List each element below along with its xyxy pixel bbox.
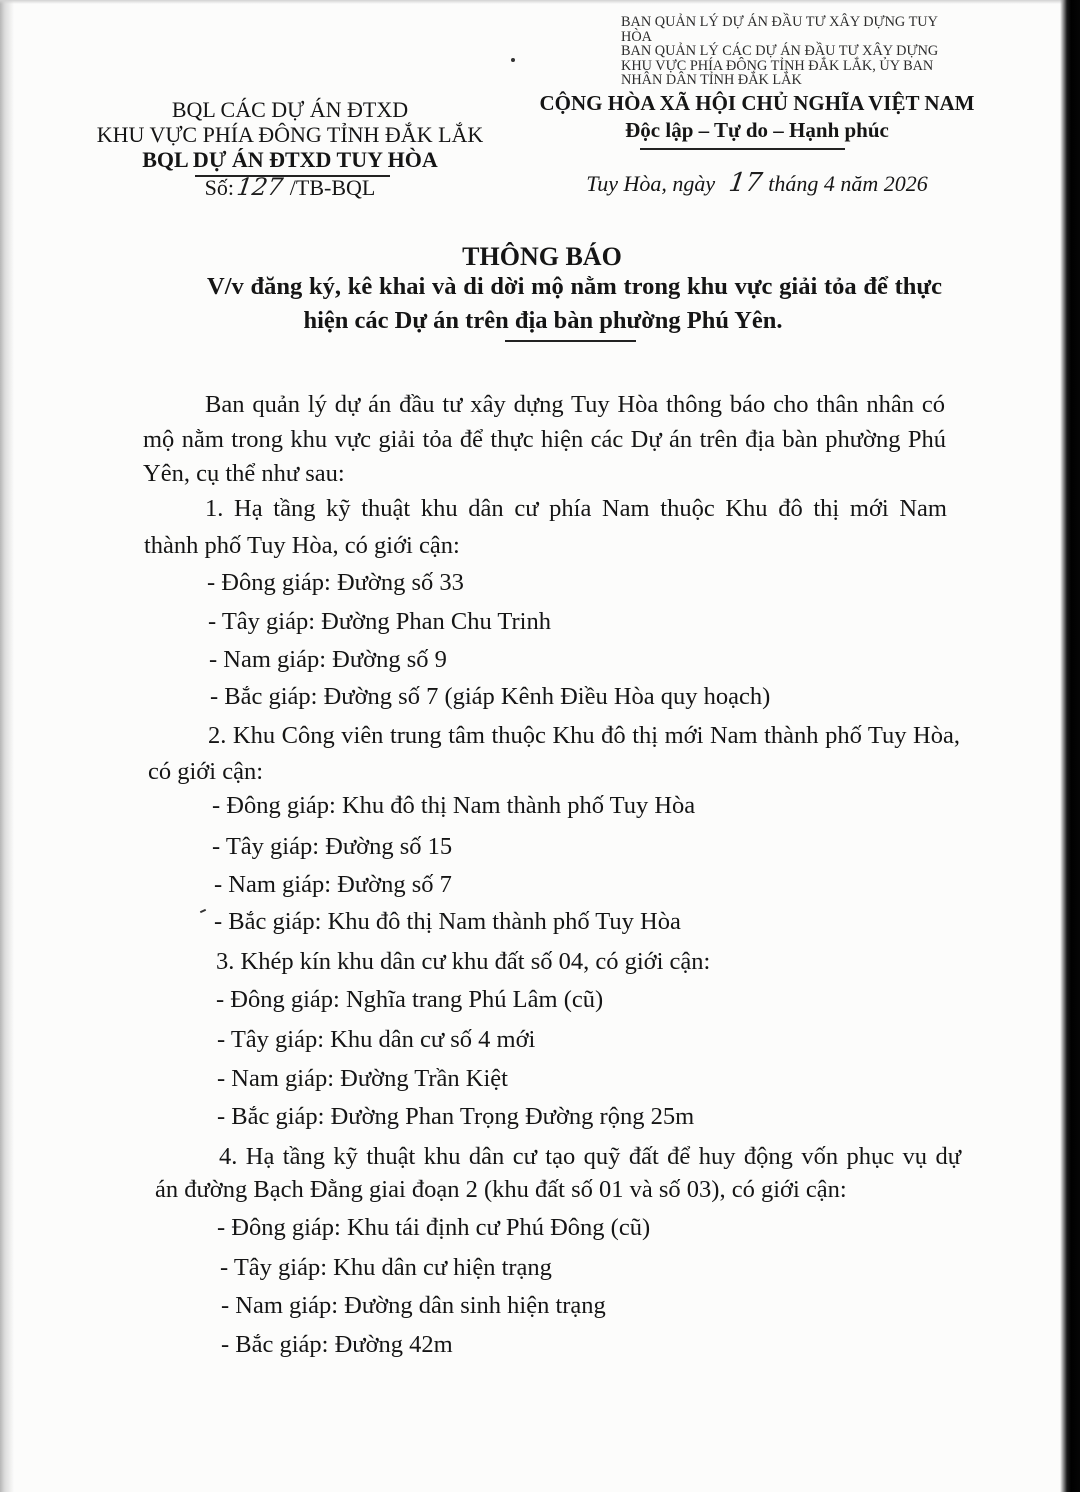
scan-speck <box>200 909 206 913</box>
intro-line: mộ nằm trong khu vực giải tỏa để thực hiện các Dự án trên địa bàn phường Phú <box>143 426 946 453</box>
intro-line: Ban quản lý dự án đầu tư xây dựng Tuy Hòa thông báo cho thân nhân có <box>205 391 945 418</box>
project-2-heading: 2. Khu Công viên trung tâm thuộc Khu đô thị mới Nam thành phố Tuy Hòa, <box>208 722 960 749</box>
project-4-heading: 4. Hạ tầng kỹ thuật khu dân cư tạo quỹ đất để huy động vốn phục vụ dự <box>219 1143 961 1170</box>
project-1-boundary-west: - Tây giáp: Đường Phan Chu Trinh <box>208 608 551 635</box>
stamp-line: BAN QUẢN LÝ DỰ ÁN ĐẦU TƯ XÂY DỰNG TUY <box>621 14 938 30</box>
document-number <box>90 174 490 200</box>
project-2-boundary-north: - Bắc giáp: Khu đô thị Nam thành phố Tuy Hòa <box>214 908 681 935</box>
project-4-boundary-west: - Tây giáp: Khu dân cư hiện trạng <box>220 1254 552 1281</box>
stamp-line: BAN QUẢN LÝ CÁC DỰ ÁN ĐẦU TƯ XÂY DỰNG <box>621 43 939 59</box>
project-3-boundary-east: - Đông giáp: Nghĩa trang Phú Lâm (cũ) <box>216 986 604 1013</box>
date-day-handwritten: 17 <box>727 168 765 198</box>
national-motto: Độc lập – Tự do – Hạnh phúc <box>625 118 889 142</box>
stamp-line: NHÂN DÂN TỈNH ĐẮK LẮK <box>621 72 802 88</box>
scan-top-shadow <box>0 0 1080 4</box>
project-1-boundary-south: - Nam giáp: Đường số 9 <box>209 646 447 673</box>
issuer-line-1: BQL CÁC DỰ ÁN ĐTXD <box>171 97 409 122</box>
scan-left-shadow <box>0 0 14 1492</box>
scan-speck <box>511 58 515 62</box>
issue-date <box>537 170 977 196</box>
project-3-boundary-north: - Bắc giáp: Đường Phan Trọng Đường rộng 25m <box>217 1103 695 1130</box>
stamp-line: HÒA <box>621 28 652 45</box>
document-number-suffix: /TB-BQL <box>289 175 376 200</box>
project-3-boundary-south: - Nam giáp: Đường Trần Kiệt <box>217 1065 508 1092</box>
subject-underline <box>505 340 636 342</box>
date-suffix: tháng 4 năm 2026 <box>768 171 928 196</box>
issuer-name: BQL DỰ ÁN ĐTXD TUY HÒA <box>142 147 438 172</box>
project-4-boundary-east: - Đông giáp: Khu tái định cư Phú Đông (cũ) <box>217 1214 651 1241</box>
subject-line: hiện các Dự án trên địa bàn phường Phú Yên. <box>303 307 783 334</box>
subject-line: V/v đăng ký, kê khai và di dời mộ nằm trong khu vực giải tỏa để thực <box>207 273 942 300</box>
issuer-line-2: KHU VỰC PHÍA ĐÔNG TỈNH ĐẮK LẮK <box>96 122 484 147</box>
project-1-boundary-north: - Bắc giáp: Đường số 7 (giáp Kênh Điều Hòa quy hoạch) <box>210 683 771 710</box>
project-2-heading: có giới cận: <box>148 758 263 785</box>
date-prefix: Tuy Hòa, ngày <box>586 171 716 196</box>
intro-line: Yên, cụ thể như sau: <box>143 460 345 487</box>
project-4-heading: án đường Bạch Đằng giai đoạn 2 (khu đất số 01 và số 03), có giới cận: <box>155 1176 847 1203</box>
project-3-boundary-west: - Tây giáp: Khu dân cư số 4 mới <box>217 1026 536 1053</box>
project-1-heading: 1. Hạ tầng kỹ thuật khu dân cư phía Nam thuộc Khu đô thị mới Nam <box>205 495 947 522</box>
document-title: THÔNG BÁO <box>462 242 622 271</box>
scan-right-border <box>1060 0 1080 1492</box>
country-name: CỘNG HÒA XÃ HỘI CHỦ NGHĨA VIỆT NAM <box>539 91 975 115</box>
project-1-heading: thành phố Tuy Hòa, có giới cận: <box>144 532 460 559</box>
project-4-boundary-north: - Bắc giáp: Đường 42m <box>221 1331 453 1358</box>
project-3-heading: 3. Khép kín khu dân cư khu đất số 04, có giới cận: <box>216 948 711 975</box>
document-number-prefix: Số: <box>204 175 234 200</box>
project-2-boundary-west: - Tây giáp: Đường số 15 <box>212 833 453 860</box>
motto-underline <box>640 148 845 150</box>
project-2-boundary-south: - Nam giáp: Đường số 7 <box>214 871 452 898</box>
signature-stamp-text <box>621 15 938 88</box>
project-1-boundary-east: - Đông giáp: Đường số 33 <box>207 569 464 596</box>
project-4-boundary-south: - Nam giáp: Đường dân sinh hiện trạng <box>221 1292 606 1319</box>
document-number-handwritten: 127 <box>235 173 285 201</box>
project-2-boundary-east: - Đông giáp: Khu đô thị Nam thành phố Tuy Hòa <box>212 792 696 819</box>
stamp-line: KHU VỰC PHÍA ĐÔNG TỈNH ĐẮK LẮK, ỦY BAN <box>621 57 934 74</box>
